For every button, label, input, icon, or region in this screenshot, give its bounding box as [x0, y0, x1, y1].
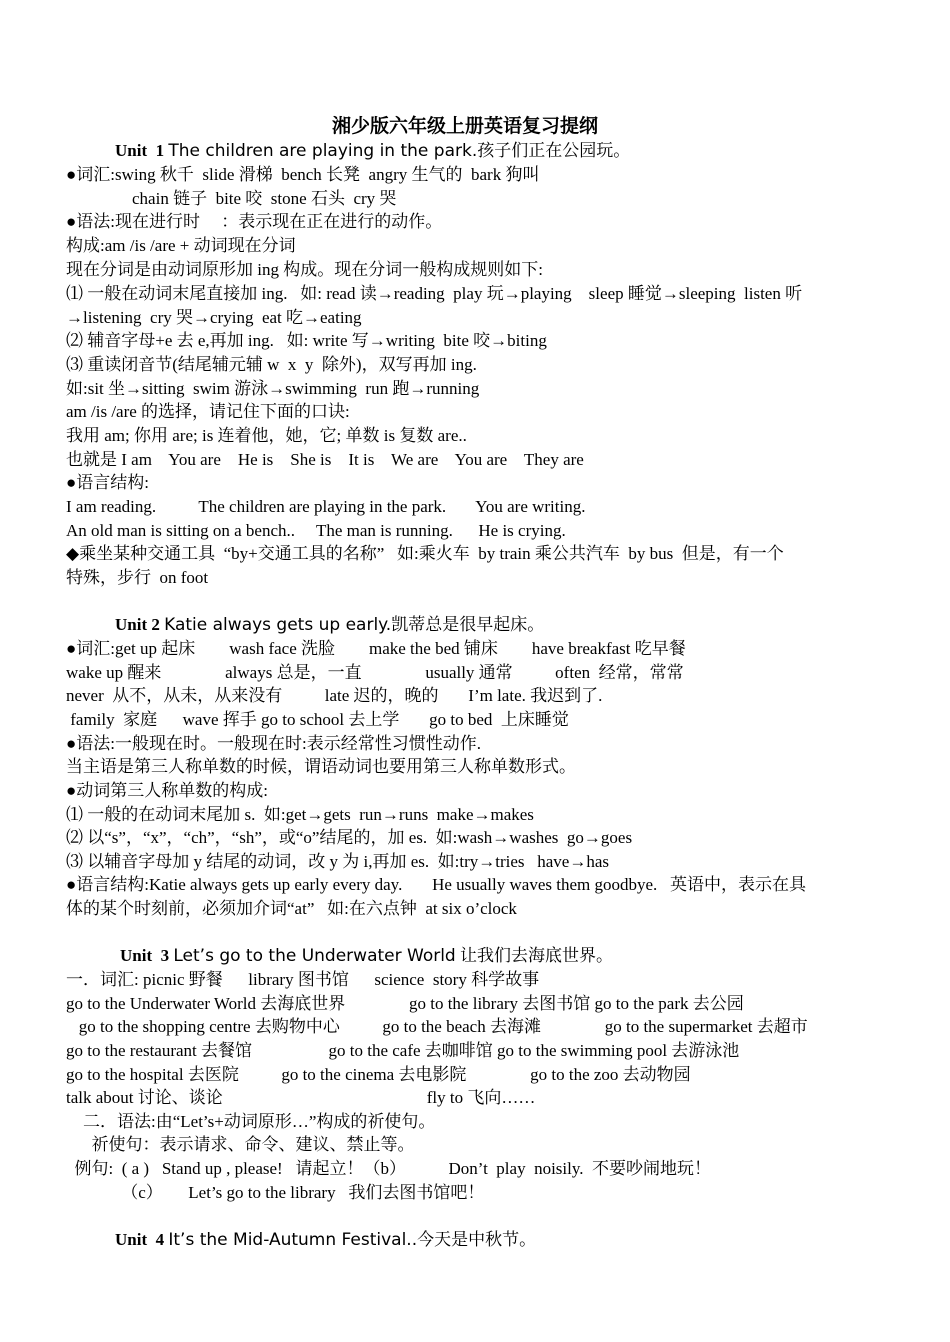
- text-line: 现在分词是由动词原形加 ing 构成。现在分词一般构成规则如下:: [66, 260, 543, 279]
- unit-3-title-cn: 让我们去海底世界。: [459, 946, 613, 965]
- text-line: →listening cry 哭→crying eat 吃→eating: [66, 308, 362, 327]
- text-line: ⑶ 以辅音字母加 y 结尾的动词，改 y 为 i,再加 es. 如:try→tries have→has: [66, 852, 610, 871]
- text-line: go to the restaurant 去餐馆 go to the cafe 去咖啡馆 go to the swimming pool 去游泳池: [66, 1041, 740, 1060]
- text-line: go to the Underwater World 去海底世界 go to the library 去图书馆 go to the park 去公园: [66, 994, 744, 1013]
- text-line: ⑶ 重读闭音节(结尾辅元辅 w x y 除外)，双写再加 ing.: [66, 355, 477, 374]
- unit-4-label: Unit 4: [115, 1230, 165, 1249]
- text-line: ●动词第三人称单数的构成:: [66, 781, 268, 800]
- document-title: 湘少版六年级上册英语复习提纲: [332, 116, 599, 137]
- text-line: ⑴ 一般在动词末尾直接加 ing. 如: read 读→reading play 玩→playing sleep 睡觉→sleeping listen 听: [66, 284, 803, 303]
- unit-3-heading: [120, 945, 613, 967]
- text-line: wake up 醒来 always 总是，一直 usually 通常 often 经常，常常: [66, 663, 684, 682]
- text-line: ⑴ 一般的在动词末尾加 s. 如:get→gets run→runs make→makes: [66, 805, 534, 824]
- unit-2-heading: [115, 614, 544, 636]
- text-line: ⑵ 辅音字母+e 去 e,再加 ing. 如: write 写→writing bite 咬→biting: [66, 331, 547, 350]
- text-line: ●词汇:swing 秋千 slide 滑梯 bench 长凳 angry 生气的 bark 狗叫: [66, 165, 540, 184]
- text-line: （c） Let’s go to the library 我们去图书馆吧！: [66, 1183, 485, 1202]
- text-line: An old man is sitting on a bench.. The man is running. He is crying.: [66, 521, 566, 540]
- unit-2-label: Unit 2: [115, 615, 160, 634]
- text-line: ●词汇:get up 起床 wash face 洗脸 make the bed 铺床 have breakfast 吃早餐: [66, 639, 686, 658]
- text-line: 我用 am; 你用 are; is 连着他，她，它; 单数 is 复数 are..: [66, 426, 467, 445]
- text-line: talk about 讨论、谈论 fly to 飞向……: [66, 1088, 536, 1107]
- unit-1-title-cn: 孩子们正在公园玩。: [477, 141, 631, 160]
- text-line: ●语言结构:Katie always gets up early every day. He usually waves them goodbye. 英语中，表示在具: [66, 875, 807, 894]
- text-line: 如:sit 坐→sitting swim 游泳→swimming run 跑→running: [66, 379, 480, 398]
- unit-4-heading: [115, 1229, 536, 1251]
- text-line: go to the shopping centre 去购物中心 go to the beach 去海滩 go to the supermarket 去超市: [66, 1017, 808, 1036]
- unit-4-title-cn: 今天是中秋节。: [417, 1230, 537, 1249]
- text-line: go to the hospital 去医院 go to the cinema 去电影院 go to the zoo 去动物园: [66, 1065, 691, 1084]
- unit-1-label: Unit 1: [115, 141, 165, 160]
- unit-2-title-en: Katie always gets up early.: [164, 615, 392, 635]
- text-line: 一．词汇: picnic 野餐 library 图书馆 science story 科学故事: [66, 970, 540, 989]
- text-line: never 从不，从未，从来没有 late 迟的，晚的 I’m late. 我迟到了.: [66, 686, 603, 705]
- text-line: ●语法:一般现在时。一般现在时:表示经常性习惯性动作.: [66, 734, 481, 753]
- text-line: am /is /are 的选择，请记住下面的口诀:: [66, 402, 350, 421]
- unit-3-title-en: Let’s go to the Underwater World: [173, 946, 456, 966]
- text-line: ◆乘坐某种交通工具 “by+交通工具的名称” 如:乘火车 by train 乘公共汽车 by bus 但是，有一个: [66, 544, 784, 563]
- unit-1-heading: [115, 140, 630, 162]
- text-line: 也就是 I am You are He is She is It is We are You are They are: [66, 450, 584, 469]
- unit-1-title-en: The children are playing in the park.: [168, 141, 478, 161]
- text-line: 当主语是第三人称单数的时候，谓语动词也要用第三人称单数形式。: [66, 757, 576, 776]
- unit-2-title-cn: 凯蒂总是很早起床。: [391, 615, 545, 634]
- text-line: 祈使句：表示请求、命令、建议、禁止等。: [66, 1135, 415, 1154]
- text-line: 例句: ( a ) Stand up , please! 请起立！（b） Don’t play noisily. 不要吵闹地玩！: [66, 1159, 712, 1178]
- text-line: ●语法:现在进行时 ：表示现在正在进行的动作。: [66, 212, 443, 231]
- text-line: ⑵ 以“s”，“x”，“ch”，“sh”，或“o”结尾的，加 es. 如:wash→washes go→goes: [66, 828, 633, 847]
- text-line: ●语言结构:: [66, 473, 149, 492]
- text-line: 特殊，步行 on foot: [66, 568, 209, 587]
- text-line: 体的某个时刻前，必须加介词“at” 如:在六点钟 at six o’clock: [66, 899, 517, 918]
- text-line: chain 链子 bite 咬 stone 石头 cry 哭: [132, 189, 397, 208]
- unit-3-label: Unit 3: [120, 946, 170, 965]
- unit-4-title-en: It’s the Mid-Autumn Festival..: [168, 1230, 418, 1250]
- text-line: 构成:am /is /are + 动词现在分词: [66, 236, 296, 255]
- text-line: family 家庭 wave 挥手 go to school 去上学 go to bed 上床睡觉: [66, 710, 569, 729]
- text-line: I am reading. The children are playing in the park. You are writing.: [66, 497, 586, 516]
- text-line: 二．语法:由“Let’s+动词原形…”构成的祈使句。: [66, 1112, 436, 1131]
